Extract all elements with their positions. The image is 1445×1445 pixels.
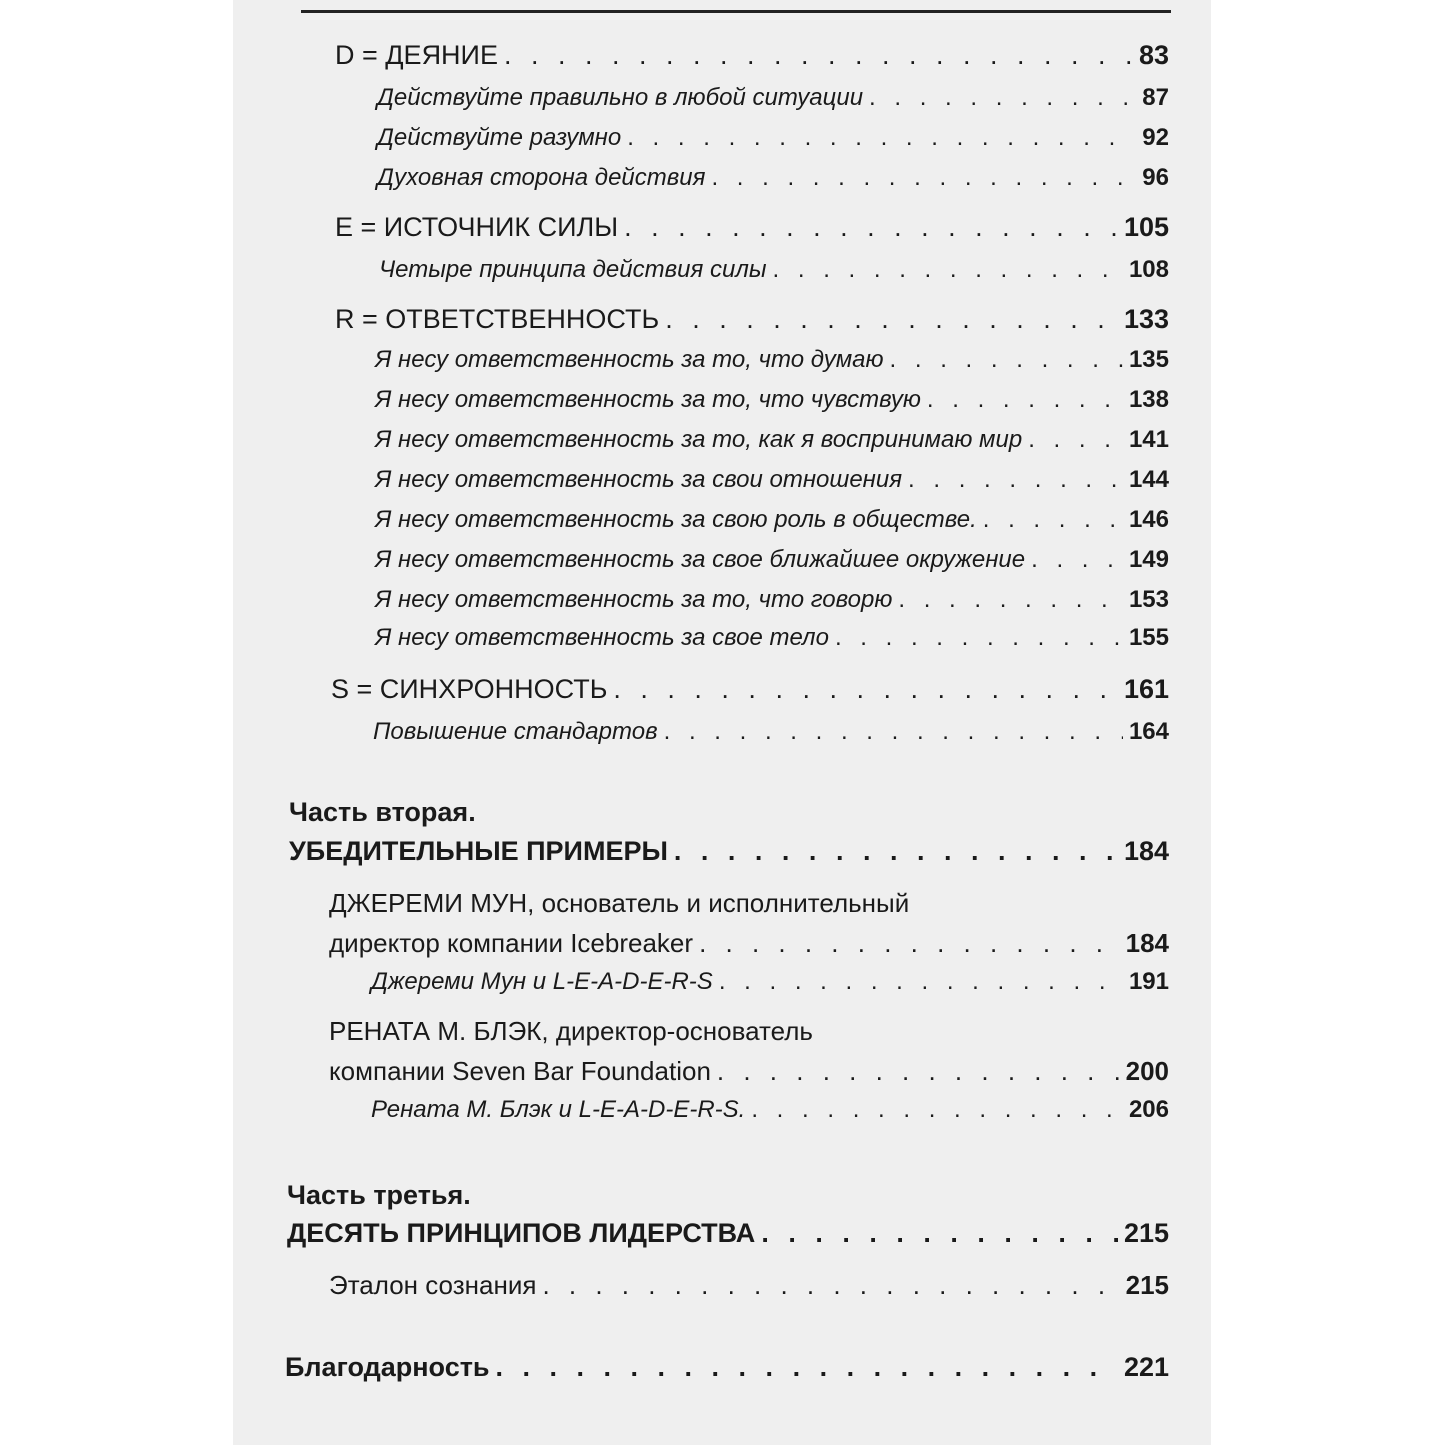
toc-entry[interactable]: Я несу ответственность за свои отношения . . . 144 — [233, 466, 1169, 494]
toc-entry[interactable]: Духовная сторона действия . . . 96 — [233, 164, 1169, 192]
toc-chapter-e[interactable]: E = ИСТОЧНИК СИЛЫ . . . 105 — [233, 212, 1169, 243]
toc-entry[interactable]: Я несу ответственность за свою роль в обществе. . . . 146 — [233, 506, 1169, 534]
toc-acknowledgements[interactable]: Благодарность . . . 221 — [233, 1352, 1169, 1383]
toc-entry[interactable]: Я несу ответственность за то, что говорю . . . 153 — [233, 586, 1169, 614]
part-two-label: Часть вторая. — [289, 797, 476, 827]
top-rule — [301, 10, 1171, 13]
toc-entry[interactable]: Я несу ответственность за то, что чувствую . . . 138 — [233, 386, 1169, 414]
toc-entry[interactable]: Я несу ответственность за свое тело . . . 155 — [233, 624, 1169, 652]
toc-entry-title-line: ДЖЕРЕМИ МУН, основатель и исполнительный — [329, 888, 910, 918]
toc-part-two-title[interactable]: УБЕДИТЕЛЬНЫЕ ПРИМЕРЫ . . . 184 — [233, 836, 1169, 867]
toc-entry[interactable]: Я несу ответственность за то, что думаю . . . 135 — [233, 346, 1169, 374]
toc-entry[interactable]: компании Seven Bar Foundation . . . 200 — [233, 1056, 1169, 1087]
toc-entry[interactable]: Эталон сознания . . . 215 — [233, 1270, 1169, 1301]
toc-page — [233, 0, 1211, 1445]
toc-part-three-title[interactable]: ДЕСЯТЬ ПРИНЦИПОВ ЛИДЕРСТВА . . . 215 — [233, 1218, 1169, 1249]
toc-chapter-d[interactable]: D = ДЕЯНИЕ . . . 83 — [233, 40, 1169, 71]
toc-entry[interactable]: Я несу ответственность за то, как я воспринимаю мир . . . 141 — [233, 426, 1169, 454]
toc-entry[interactable]: Четыре принципа действия силы . . . 108 — [233, 256, 1169, 284]
toc-entry[interactable]: Джереми Мун и L-E-A-D-E-R-S . . . 191 — [233, 968, 1169, 996]
toc-entry[interactable]: директор компании Icebreaker . . . 184 — [233, 928, 1169, 959]
toc-entry[interactable]: Я несу ответственность за свое ближайшее окружение . . . 149 — [233, 546, 1169, 574]
toc-entry-title-line: РЕНАТА М. БЛЭК, директор-основатель — [329, 1016, 813, 1046]
toc-entry[interactable]: Рената М. Блэк и L-E-A-D-E-R-S. . . . 206 — [233, 1096, 1169, 1124]
part-three-label: Часть третья. — [287, 1180, 471, 1210]
toc-entry[interactable]: Повышение стандартов . . . 164 — [233, 718, 1169, 746]
toc-entry[interactable]: Действуйте разумно . . . 92 — [233, 124, 1169, 152]
toc-entry[interactable]: Действуйте правильно в любой ситуации . . . 87 — [233, 84, 1169, 112]
toc-chapter-r[interactable]: R = ОТВЕТСТВЕННОСТЬ . . . 133 — [233, 304, 1169, 335]
toc-chapter-s[interactable]: S = СИНХРОННОСТЬ . . . 161 — [233, 674, 1169, 705]
